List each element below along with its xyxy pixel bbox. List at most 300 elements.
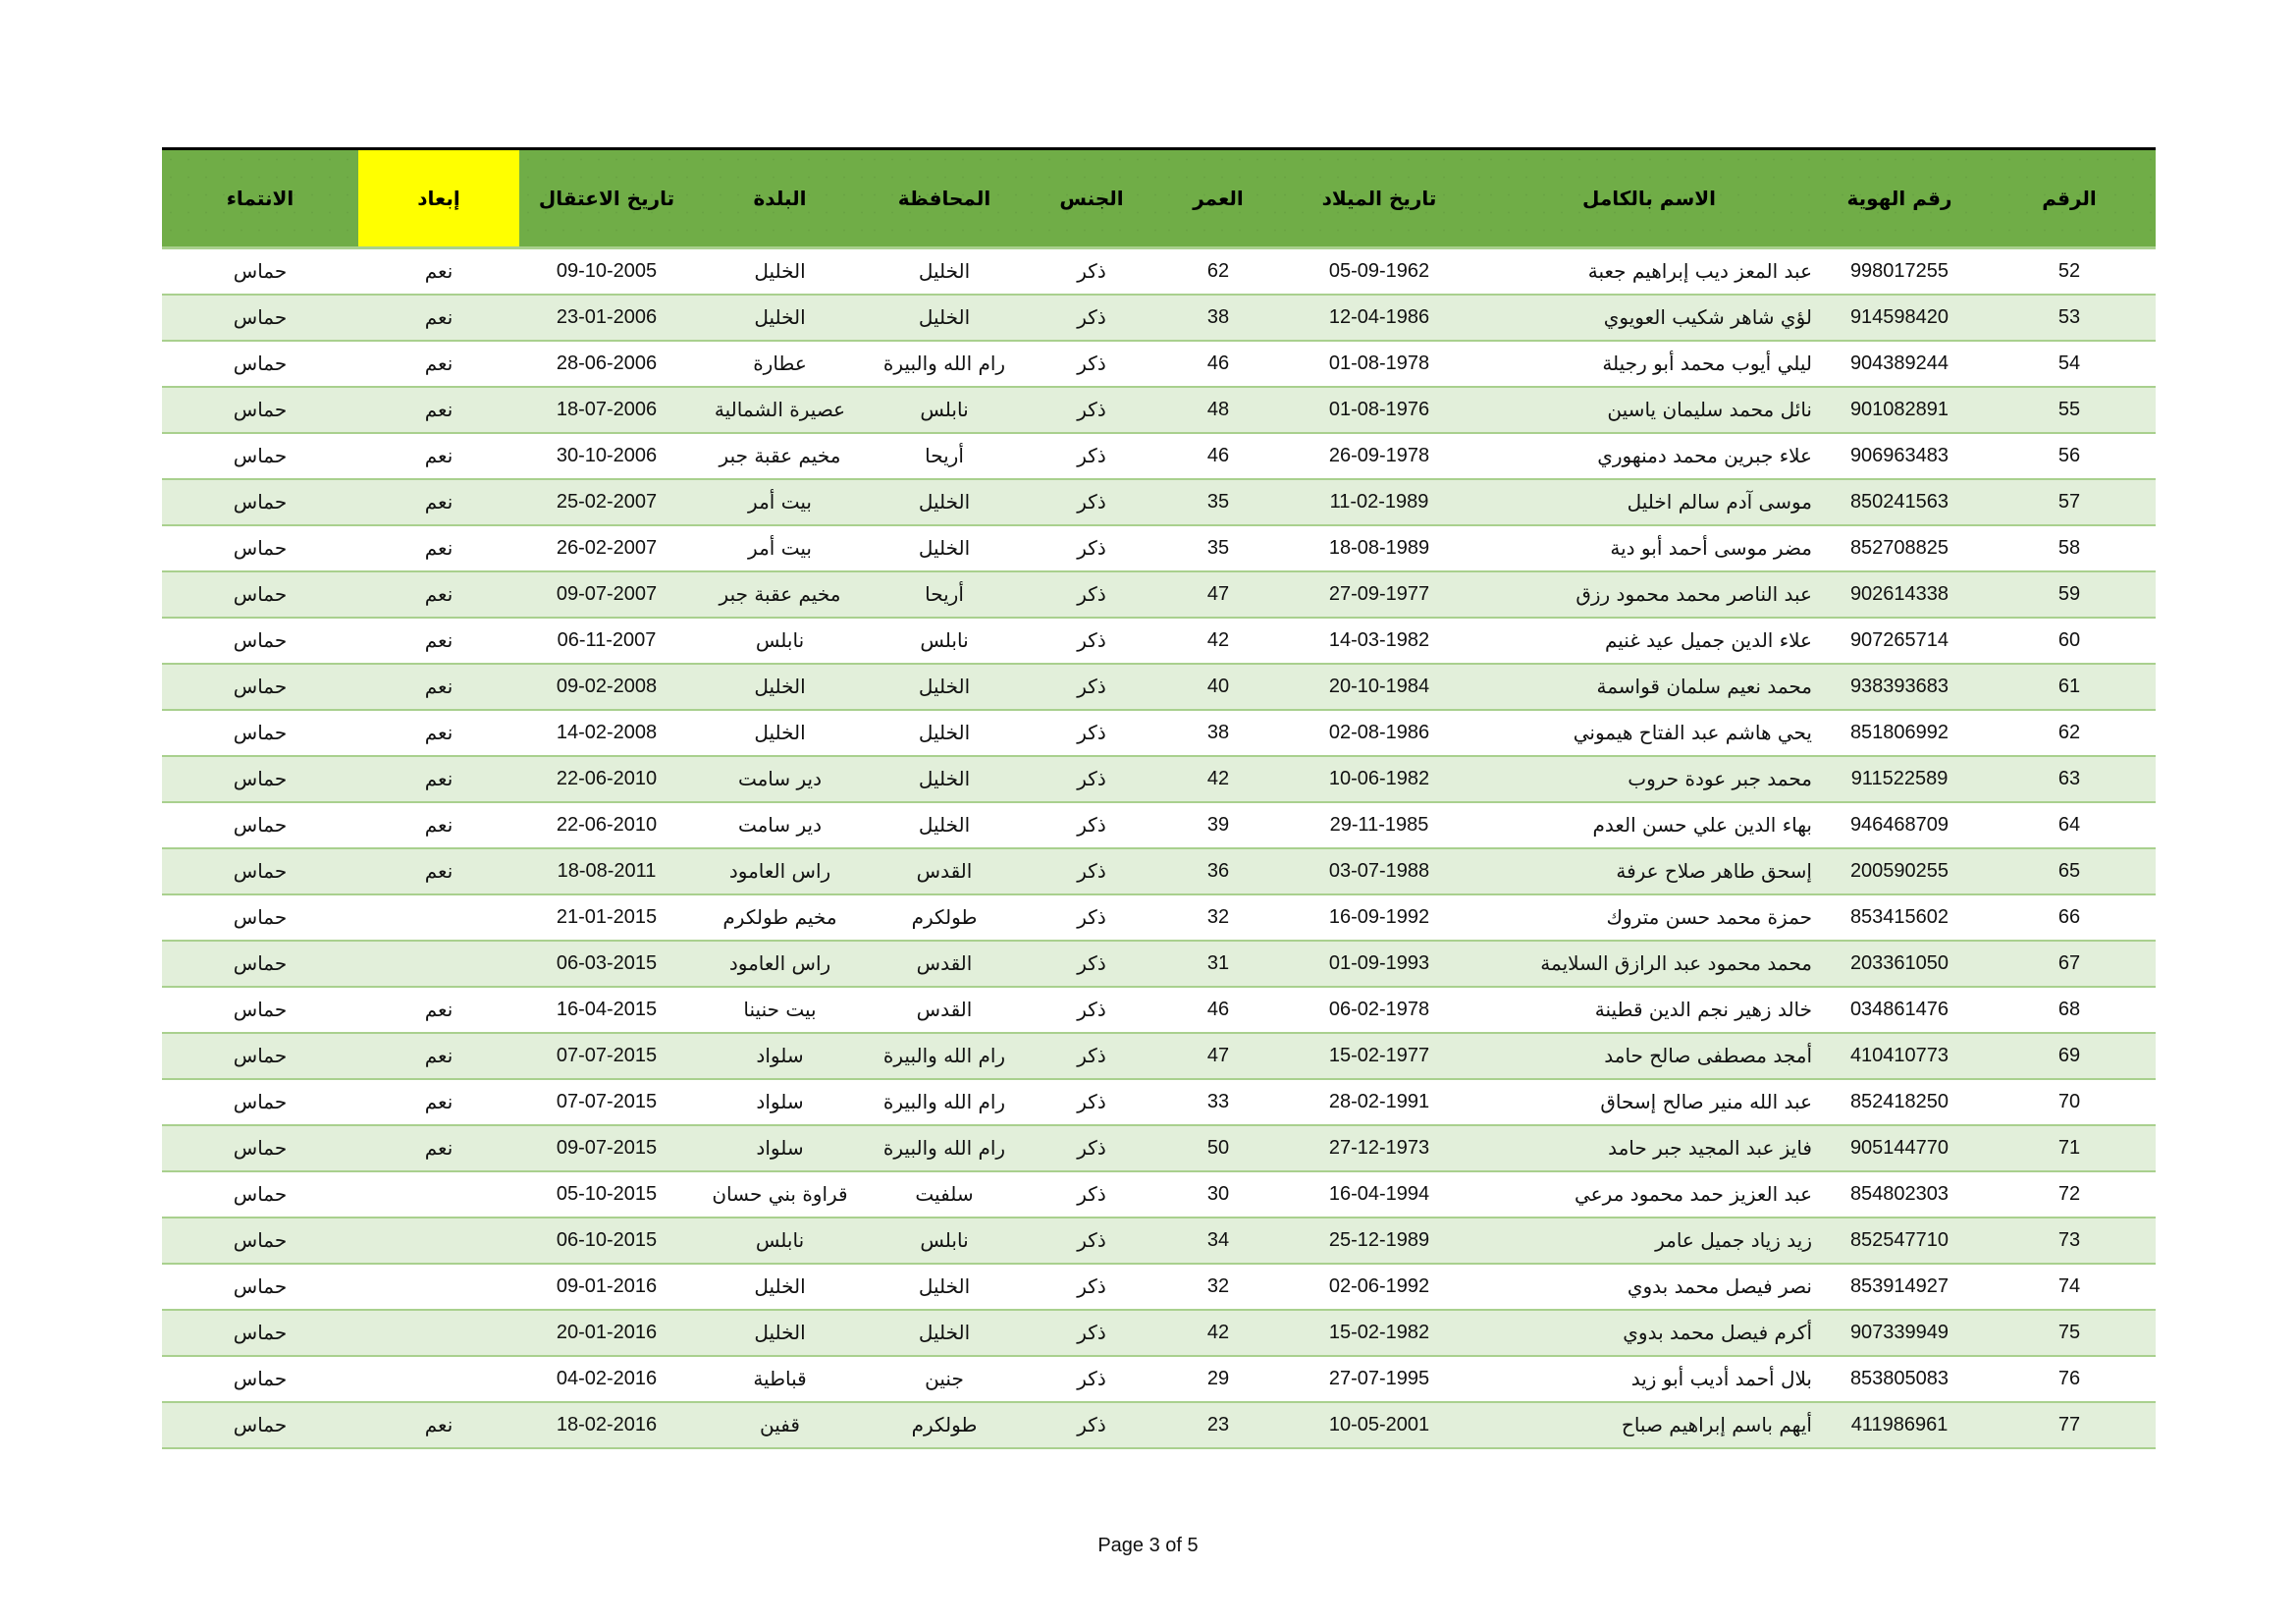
table-row <box>162 295 2156 341</box>
cell-arrest-date: 09-01-2016 <box>519 1264 694 1310</box>
cell-number: 60 <box>1983 618 2156 664</box>
cell-deported: نعم <box>358 295 519 341</box>
cell-age: 42 <box>1160 618 1276 664</box>
cell-id-number: 852418250 <box>1816 1079 1983 1125</box>
cell-gender: ذكر <box>1023 433 1160 479</box>
cell-id-number: 938393683 <box>1816 664 1983 710</box>
cell-full-name: موسى آدم سالم اخليل <box>1482 479 1816 525</box>
cell-governorate: طولكرم <box>866 1402 1023 1448</box>
col-header-birth-date: تاريخ الميلاد <box>1276 149 1482 248</box>
cell-deported <box>358 941 519 987</box>
table-row <box>162 248 2156 295</box>
cell-full-name: زيد زياد جميل عامر <box>1482 1218 1816 1264</box>
cell-number: 73 <box>1983 1218 2156 1264</box>
cell-id-number: 410410773 <box>1816 1033 1983 1079</box>
cell-governorate: الخليل <box>866 710 1023 756</box>
cell-number: 59 <box>1983 571 2156 618</box>
cell-id-number: 200590255 <box>1816 848 1983 894</box>
cell-age: 42 <box>1160 1310 1276 1356</box>
cell-age: 33 <box>1160 1079 1276 1125</box>
cell-affiliation: حماس <box>162 848 358 894</box>
cell-deported: نعم <box>358 710 519 756</box>
cell-governorate: الخليل <box>866 479 1023 525</box>
cell-full-name: نائل محمد سليمان ياسين <box>1482 387 1816 433</box>
cell-deported: نعم <box>358 479 519 525</box>
cell-age: 35 <box>1160 479 1276 525</box>
cell-gender: ذكر <box>1023 248 1160 295</box>
table-row <box>162 1171 2156 1218</box>
cell-town: الخليل <box>694 295 866 341</box>
cell-birth-date: 02-06-1992 <box>1276 1264 1482 1310</box>
col-header-age: العمر <box>1160 149 1276 248</box>
cell-affiliation: حماس <box>162 525 358 571</box>
cell-gender: ذكر <box>1023 756 1160 802</box>
cell-governorate: الخليل <box>866 1264 1023 1310</box>
cell-affiliation: حماس <box>162 1171 358 1218</box>
cell-birth-date: 03-07-1988 <box>1276 848 1482 894</box>
cell-town: راس العامود <box>694 941 866 987</box>
cell-governorate: نابلس <box>866 387 1023 433</box>
cell-id-number: 906963483 <box>1816 433 1983 479</box>
cell-birth-date: 27-12-1973 <box>1276 1125 1482 1171</box>
cell-number: 69 <box>1983 1033 2156 1079</box>
table-row <box>162 618 2156 664</box>
cell-full-name: لؤي شاهر شكيب العويوي <box>1482 295 1816 341</box>
cell-gender: ذكر <box>1023 894 1160 941</box>
table-row <box>162 525 2156 571</box>
cell-town: نابلس <box>694 618 866 664</box>
cell-age: 46 <box>1160 987 1276 1033</box>
cell-full-name: أمجد مصطفى صالح حامد <box>1482 1033 1816 1079</box>
cell-id-number: 853415602 <box>1816 894 1983 941</box>
cell-arrest-date: 14-02-2008 <box>519 710 694 756</box>
cell-birth-date: 29-11-1985 <box>1276 802 1482 848</box>
table-row <box>162 1125 2156 1171</box>
col-header-gender: الجنس <box>1023 149 1160 248</box>
cell-town: الخليل <box>694 1310 866 1356</box>
cell-id-number: 852547710 <box>1816 1218 1983 1264</box>
cell-town: عطارة <box>694 341 866 387</box>
cell-full-name: حمزة محمد حسن متروك <box>1482 894 1816 941</box>
cell-birth-date: 01-08-1978 <box>1276 341 1482 387</box>
cell-full-name: بهاء الدين علي حسن العدم <box>1482 802 1816 848</box>
col-header-arrest-date: تاريخ الاعتقال <box>519 149 694 248</box>
col-header-id-number: رقم الهوية <box>1816 149 1983 248</box>
cell-deported: نعم <box>358 1079 519 1125</box>
cell-governorate: سلفيت <box>866 1171 1023 1218</box>
cell-birth-date: 02-08-1986 <box>1276 710 1482 756</box>
table-row <box>162 987 2156 1033</box>
cell-deported: نعم <box>358 1125 519 1171</box>
table-row <box>162 710 2156 756</box>
cell-arrest-date: 09-07-2015 <box>519 1125 694 1171</box>
cell-affiliation: حماس <box>162 248 358 295</box>
cell-arrest-date: 05-10-2015 <box>519 1171 694 1218</box>
cell-full-name: علاء جبرين محمد دمنهوري <box>1482 433 1816 479</box>
table-row <box>162 1402 2156 1448</box>
cell-affiliation: حماس <box>162 1310 358 1356</box>
cell-number: 52 <box>1983 248 2156 295</box>
cell-birth-date: 12-04-1986 <box>1276 295 1482 341</box>
cell-birth-date: 06-02-1978 <box>1276 987 1482 1033</box>
cell-affiliation: حماس <box>162 479 358 525</box>
cell-number: 74 <box>1983 1264 2156 1310</box>
cell-arrest-date: 09-07-2007 <box>519 571 694 618</box>
cell-age: 39 <box>1160 802 1276 848</box>
cell-arrest-date: 30-10-2006 <box>519 433 694 479</box>
col-header-affiliation: الانتماء <box>162 149 358 248</box>
cell-full-name: أكرم فيصل محمد بدوي <box>1482 1310 1816 1356</box>
cell-town: راس العامود <box>694 848 866 894</box>
cell-deported: نعم <box>358 618 519 664</box>
cell-affiliation: حماس <box>162 295 358 341</box>
cell-id-number: 905144770 <box>1816 1125 1983 1171</box>
cell-town: قراوة بني حسان <box>694 1171 866 1218</box>
cell-full-name: خالد زهير نجم الدين قطينة <box>1482 987 1816 1033</box>
cell-town: الخليل <box>694 664 866 710</box>
cell-town: قباطية <box>694 1356 866 1402</box>
cell-full-name: بلال أحمد أديب أبو زيد <box>1482 1356 1816 1402</box>
cell-town: بيت أمر <box>694 525 866 571</box>
cell-gender: ذكر <box>1023 525 1160 571</box>
detainees-table <box>162 147 2156 1449</box>
cell-town: سلواد <box>694 1079 866 1125</box>
cell-age: 50 <box>1160 1125 1276 1171</box>
table-row <box>162 1356 2156 1402</box>
cell-arrest-date: 07-07-2015 <box>519 1079 694 1125</box>
cell-age: 46 <box>1160 341 1276 387</box>
cell-governorate: الخليل <box>866 295 1023 341</box>
cell-id-number: 907265714 <box>1816 618 1983 664</box>
table-row <box>162 894 2156 941</box>
cell-birth-date: 27-09-1977 <box>1276 571 1482 618</box>
cell-deported: نعم <box>358 1402 519 1448</box>
cell-age: 38 <box>1160 710 1276 756</box>
cell-number: 70 <box>1983 1079 2156 1125</box>
cell-town: الخليل <box>694 710 866 756</box>
cell-deported: نعم <box>358 1033 519 1079</box>
cell-town: قفين <box>694 1402 866 1448</box>
table-row <box>162 664 2156 710</box>
cell-id-number: 852708825 <box>1816 525 1983 571</box>
cell-governorate: رام الله والبيرة <box>866 1033 1023 1079</box>
table-row <box>162 341 2156 387</box>
cell-governorate: الخليل <box>866 756 1023 802</box>
table-row <box>162 1218 2156 1264</box>
cell-governorate: رام الله والبيرة <box>866 341 1023 387</box>
cell-arrest-date: 26-02-2007 <box>519 525 694 571</box>
cell-governorate: الخليل <box>866 664 1023 710</box>
cell-arrest-date: 07-07-2015 <box>519 1033 694 1079</box>
cell-affiliation: حماس <box>162 1033 358 1079</box>
cell-town: دير سامت <box>694 802 866 848</box>
cell-town: الخليل <box>694 1264 866 1310</box>
cell-birth-date: 14-03-1982 <box>1276 618 1482 664</box>
cell-number: 53 <box>1983 295 2156 341</box>
cell-gender: ذكر <box>1023 571 1160 618</box>
cell-gender: ذكر <box>1023 1310 1160 1356</box>
cell-age: 23 <box>1160 1402 1276 1448</box>
cell-number: 63 <box>1983 756 2156 802</box>
cell-number: 57 <box>1983 479 2156 525</box>
cell-affiliation: حماس <box>162 1402 358 1448</box>
cell-gender: ذكر <box>1023 941 1160 987</box>
cell-birth-date: 28-02-1991 <box>1276 1079 1482 1125</box>
cell-arrest-date: 18-02-2016 <box>519 1402 694 1448</box>
table-row <box>162 756 2156 802</box>
cell-full-name: مضر موسى أحمد أبو دية <box>1482 525 1816 571</box>
table-row <box>162 479 2156 525</box>
table-row <box>162 1310 2156 1356</box>
cell-number: 62 <box>1983 710 2156 756</box>
cell-arrest-date: 06-11-2007 <box>519 618 694 664</box>
cell-governorate: القدس <box>866 941 1023 987</box>
cell-id-number: 907339949 <box>1816 1310 1983 1356</box>
cell-gender: ذكر <box>1023 1218 1160 1264</box>
cell-birth-date: 25-12-1989 <box>1276 1218 1482 1264</box>
table-row <box>162 802 2156 848</box>
cell-full-name: نصر فيصل محمد بدوي <box>1482 1264 1816 1310</box>
table-header-row <box>162 149 2156 248</box>
cell-gender: ذكر <box>1023 479 1160 525</box>
cell-age: 29 <box>1160 1356 1276 1402</box>
cell-town: نابلس <box>694 1218 866 1264</box>
cell-number: 58 <box>1983 525 2156 571</box>
cell-number: 54 <box>1983 341 2156 387</box>
cell-arrest-date: 18-07-2006 <box>519 387 694 433</box>
cell-deported <box>358 1264 519 1310</box>
cell-deported: نعم <box>358 341 519 387</box>
cell-arrest-date: 09-10-2005 <box>519 248 694 295</box>
cell-deported <box>358 894 519 941</box>
cell-birth-date: 11-02-1989 <box>1276 479 1482 525</box>
cell-town: بيت أمر <box>694 479 866 525</box>
cell-affiliation: حماس <box>162 1356 358 1402</box>
cell-deported <box>358 1218 519 1264</box>
cell-governorate: الخليل <box>866 802 1023 848</box>
cell-town: سلواد <box>694 1125 866 1171</box>
cell-governorate: الخليل <box>866 525 1023 571</box>
table-row <box>162 1033 2156 1079</box>
cell-age: 48 <box>1160 387 1276 433</box>
cell-deported: نعم <box>358 756 519 802</box>
cell-town: عصيرة الشمالية <box>694 387 866 433</box>
cell-arrest-date: 09-02-2008 <box>519 664 694 710</box>
table-row <box>162 1264 2156 1310</box>
cell-affiliation: حماس <box>162 1218 358 1264</box>
cell-affiliation: حماس <box>162 894 358 941</box>
cell-deported: نعم <box>358 802 519 848</box>
cell-birth-date: 18-08-1989 <box>1276 525 1482 571</box>
cell-birth-date: 10-06-1982 <box>1276 756 1482 802</box>
cell-age: 31 <box>1160 941 1276 987</box>
cell-age: 35 <box>1160 525 1276 571</box>
cell-affiliation: حماس <box>162 1079 358 1125</box>
table-row <box>162 1079 2156 1125</box>
cell-number: 68 <box>1983 987 2156 1033</box>
cell-governorate: أريحا <box>866 433 1023 479</box>
cell-age: 34 <box>1160 1218 1276 1264</box>
cell-governorate: نابلس <box>866 618 1023 664</box>
cell-id-number: 902614338 <box>1816 571 1983 618</box>
cell-full-name: إسحق طاهر صلاح عرفة <box>1482 848 1816 894</box>
cell-full-name: أيهم باسم إبراهيم صباح <box>1482 1402 1816 1448</box>
table-row <box>162 941 2156 987</box>
cell-id-number: 946468709 <box>1816 802 1983 848</box>
cell-deported: نعم <box>358 525 519 571</box>
cell-birth-date: 20-10-1984 <box>1276 664 1482 710</box>
col-header-deported: إبعاد <box>358 149 519 248</box>
cell-affiliation: حماس <box>162 1264 358 1310</box>
cell-full-name: ليلي أيوب محمد أبو رجيلة <box>1482 341 1816 387</box>
cell-full-name: عبد المعز ديب إبراهيم جعبة <box>1482 248 1816 295</box>
cell-age: 32 <box>1160 894 1276 941</box>
cell-number: 61 <box>1983 664 2156 710</box>
cell-gender: ذكر <box>1023 848 1160 894</box>
cell-affiliation: حماس <box>162 341 358 387</box>
cell-town: دير سامت <box>694 756 866 802</box>
cell-affiliation: حماس <box>162 1125 358 1171</box>
cell-birth-date: 01-08-1976 <box>1276 387 1482 433</box>
cell-governorate: رام الله والبيرة <box>866 1079 1023 1125</box>
cell-deported: نعم <box>358 571 519 618</box>
cell-gender: ذكر <box>1023 1079 1160 1125</box>
cell-age: 46 <box>1160 433 1276 479</box>
cell-gender: ذكر <box>1023 987 1160 1033</box>
cell-governorate: جنين <box>866 1356 1023 1402</box>
cell-id-number: 854802303 <box>1816 1171 1983 1218</box>
cell-id-number: 998017255 <box>1816 248 1983 295</box>
cell-affiliation: حماس <box>162 941 358 987</box>
cell-affiliation: حماس <box>162 387 358 433</box>
cell-full-name: عبد الله منير صالح إسحاق <box>1482 1079 1816 1125</box>
cell-gender: ذكر <box>1023 1125 1160 1171</box>
cell-deported: نعم <box>358 433 519 479</box>
cell-birth-date: 15-02-1977 <box>1276 1033 1482 1079</box>
cell-age: 32 <box>1160 1264 1276 1310</box>
cell-arrest-date: 04-02-2016 <box>519 1356 694 1402</box>
cell-governorate: القدس <box>866 987 1023 1033</box>
cell-affiliation: حماس <box>162 433 358 479</box>
cell-id-number: 853805083 <box>1816 1356 1983 1402</box>
cell-deported: نعم <box>358 248 519 295</box>
cell-town: مخيم طولكرم <box>694 894 866 941</box>
cell-affiliation: حماس <box>162 802 358 848</box>
cell-gender: ذكر <box>1023 341 1160 387</box>
cell-deported: نعم <box>358 848 519 894</box>
cell-affiliation: حماس <box>162 664 358 710</box>
cell-deported <box>358 1171 519 1218</box>
cell-arrest-date: 18-08-2011 <box>519 848 694 894</box>
cell-age: 30 <box>1160 1171 1276 1218</box>
cell-gender: ذكر <box>1023 710 1160 756</box>
cell-birth-date: 05-09-1962 <box>1276 248 1482 295</box>
cell-town: مخيم عقبة جبر <box>694 433 866 479</box>
table-body <box>162 248 2156 1448</box>
cell-governorate: نابلس <box>866 1218 1023 1264</box>
cell-arrest-date: 21-01-2015 <box>519 894 694 941</box>
cell-age: 42 <box>1160 756 1276 802</box>
cell-governorate: رام الله والبيرة <box>866 1125 1023 1171</box>
cell-birth-date: 15-02-1982 <box>1276 1310 1482 1356</box>
cell-number: 65 <box>1983 848 2156 894</box>
cell-birth-date: 26-09-1978 <box>1276 433 1482 479</box>
cell-birth-date: 27-07-1995 <box>1276 1356 1482 1402</box>
table-row <box>162 848 2156 894</box>
cell-number: 72 <box>1983 1171 2156 1218</box>
cell-age: 47 <box>1160 571 1276 618</box>
cell-deported <box>358 1310 519 1356</box>
cell-full-name: محمد نعيم سلمان قواسمة <box>1482 664 1816 710</box>
cell-town: الخليل <box>694 248 866 295</box>
cell-governorate: الخليل <box>866 1310 1023 1356</box>
cell-full-name: محمد جبر عودة حروب <box>1482 756 1816 802</box>
cell-full-name: عبد الناصر محمد محمود رزق <box>1482 571 1816 618</box>
col-header-governorate: المحافظة <box>866 149 1023 248</box>
cell-arrest-date: 06-10-2015 <box>519 1218 694 1264</box>
cell-id-number: 914598420 <box>1816 295 1983 341</box>
cell-town: سلواد <box>694 1033 866 1079</box>
cell-deported: نعم <box>358 664 519 710</box>
col-header-full-name: الاسم بالكامل <box>1482 149 1816 248</box>
cell-gender: ذكر <box>1023 618 1160 664</box>
cell-arrest-date: 06-03-2015 <box>519 941 694 987</box>
cell-number: 77 <box>1983 1402 2156 1448</box>
cell-number: 75 <box>1983 1310 2156 1356</box>
cell-age: 47 <box>1160 1033 1276 1079</box>
cell-number: 64 <box>1983 802 2156 848</box>
cell-governorate: القدس <box>866 848 1023 894</box>
cell-gender: ذكر <box>1023 295 1160 341</box>
cell-full-name: محمد محمود عبد الرازق السلايمة <box>1482 941 1816 987</box>
cell-gender: ذكر <box>1023 1033 1160 1079</box>
cell-birth-date: 16-09-1992 <box>1276 894 1482 941</box>
cell-id-number: 203361050 <box>1816 941 1983 987</box>
cell-birth-date: 16-04-1994 <box>1276 1171 1482 1218</box>
cell-affiliation: حماس <box>162 710 358 756</box>
table-row <box>162 571 2156 618</box>
cell-age: 62 <box>1160 248 1276 295</box>
cell-affiliation: حماس <box>162 571 358 618</box>
cell-id-number: 911522589 <box>1816 756 1983 802</box>
table-row <box>162 433 2156 479</box>
cell-affiliation: حماس <box>162 987 358 1033</box>
cell-town: مخيم عقبة جبر <box>694 571 866 618</box>
cell-gender: ذكر <box>1023 387 1160 433</box>
cell-gender: ذكر <box>1023 664 1160 710</box>
cell-number: 71 <box>1983 1125 2156 1171</box>
cell-arrest-date: 16-04-2015 <box>519 987 694 1033</box>
cell-arrest-date: 23-01-2006 <box>519 295 694 341</box>
cell-gender: ذكر <box>1023 1402 1160 1448</box>
cell-number: 76 <box>1983 1356 2156 1402</box>
cell-id-number: 904389244 <box>1816 341 1983 387</box>
cell-gender: ذكر <box>1023 802 1160 848</box>
cell-deported: نعم <box>358 387 519 433</box>
cell-age: 38 <box>1160 295 1276 341</box>
cell-number: 66 <box>1983 894 2156 941</box>
cell-deported <box>358 1356 519 1402</box>
cell-birth-date: 01-09-1993 <box>1276 941 1482 987</box>
cell-gender: ذكر <box>1023 1356 1160 1402</box>
cell-id-number: 853914927 <box>1816 1264 1983 1310</box>
cell-number: 67 <box>1983 941 2156 987</box>
cell-arrest-date: 20-01-2016 <box>519 1310 694 1356</box>
cell-id-number: 901082891 <box>1816 387 1983 433</box>
cell-number: 55 <box>1983 387 2156 433</box>
cell-arrest-date: 28-06-2006 <box>519 341 694 387</box>
cell-full-name: علاء الدين جميل عيد غنيم <box>1482 618 1816 664</box>
